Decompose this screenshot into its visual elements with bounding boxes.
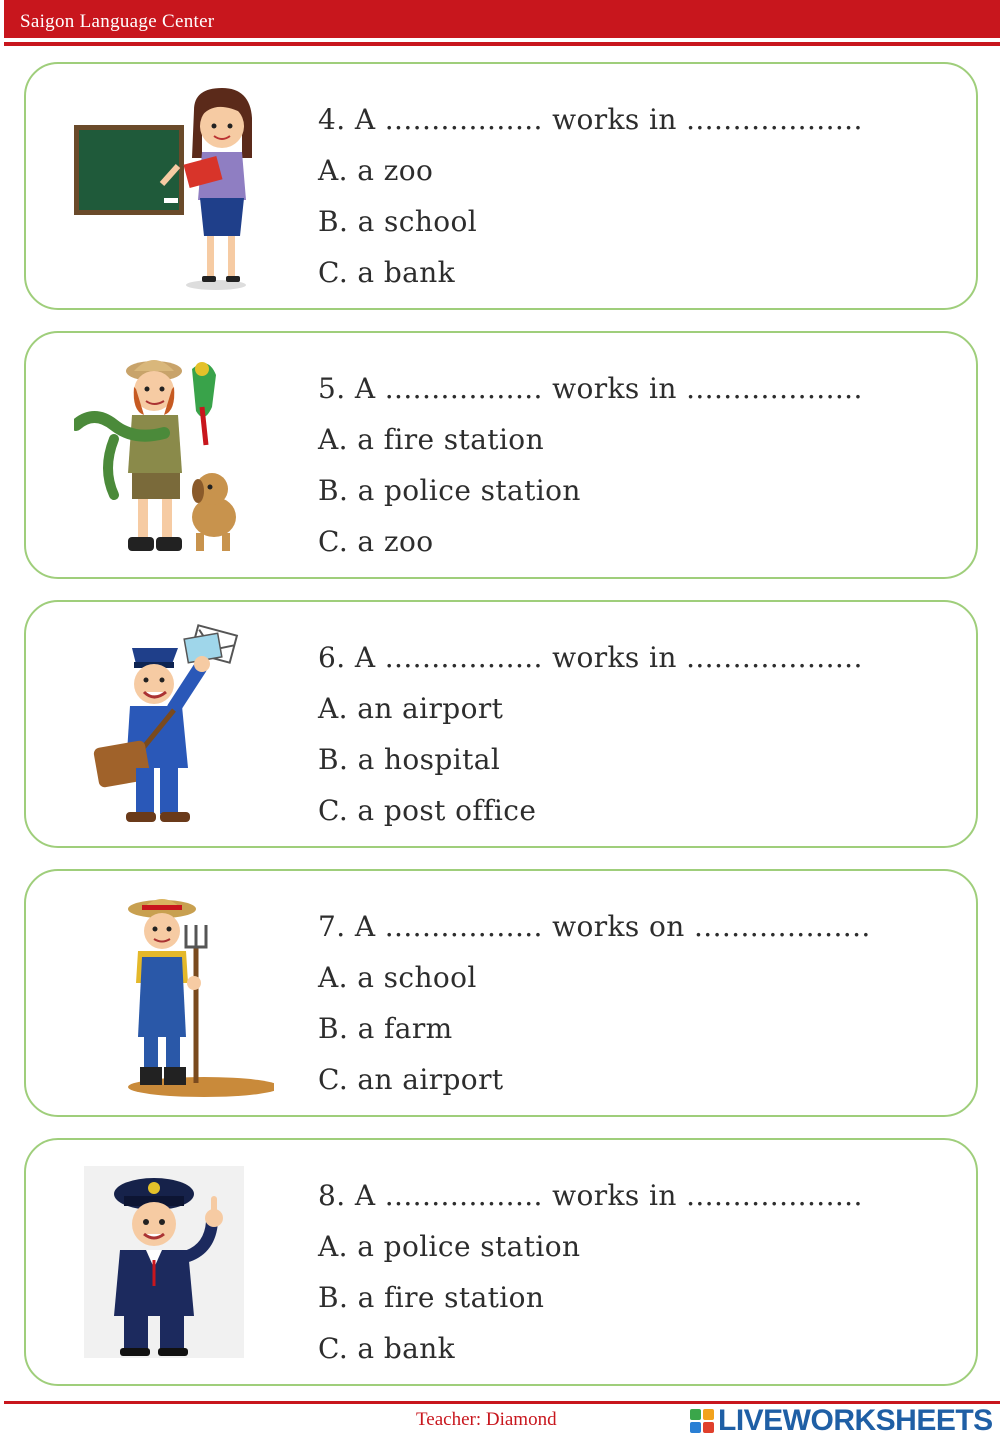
answer-option-b[interactable]: B. a police station (318, 474, 581, 507)
police-officer-icon (74, 1156, 274, 1368)
answer-option-b[interactable]: B. a hospital (318, 743, 501, 776)
zookeeper-icon (74, 349, 274, 561)
question-prompt: 4. A ................. works in ................... (318, 103, 863, 136)
answer-option-b[interactable]: B. a school (318, 205, 478, 238)
question-card-7 (24, 869, 978, 1117)
header-bar (4, 0, 1000, 38)
teacher-icon (74, 80, 274, 292)
question-card-4 (24, 62, 978, 310)
farmer-icon (74, 887, 274, 1099)
answer-option-c[interactable]: C. a zoo (318, 525, 434, 558)
answer-option-a[interactable]: A. a police station (318, 1230, 581, 1263)
question-card-8 (24, 1138, 978, 1386)
answer-option-a[interactable]: A. a fire station (318, 423, 545, 456)
answer-option-a[interactable]: A. a zoo (318, 154, 434, 187)
answer-option-c[interactable]: C. a post office (318, 794, 537, 827)
question-prompt: 7. A ................. works on ................... (318, 910, 871, 943)
answer-option-b[interactable]: B. a fire station (318, 1281, 545, 1314)
answer-option-b[interactable]: B. a farm (318, 1012, 453, 1045)
teacher-credit: Teacher: Diamond (416, 1409, 557, 1430)
logo-text: LIVEWORKSHEETS (718, 1404, 993, 1437)
answer-option-c[interactable]: C. an airport (318, 1063, 504, 1096)
liveworksheets-logo (690, 1404, 993, 1438)
header-title: Saigon Language Center (20, 11, 215, 32)
question-card-6 (24, 600, 978, 848)
liveworksheets-logo-icon (690, 1409, 714, 1433)
answer-option-c[interactable]: C. a bank (318, 256, 456, 289)
question-prompt: 8. A ................. works in ................... (318, 1179, 863, 1212)
header-divider (4, 42, 1000, 46)
answer-option-c[interactable]: C. a bank (318, 1332, 456, 1365)
answer-option-a[interactable]: A. a school (318, 961, 477, 994)
question-prompt: 5. A ................. works in ................... (318, 372, 863, 405)
question-prompt: 6. A ................. works in ................... (318, 641, 863, 674)
question-card-5 (24, 331, 978, 579)
answer-option-a[interactable]: A. an airport (318, 692, 504, 725)
postman-icon (74, 618, 274, 830)
